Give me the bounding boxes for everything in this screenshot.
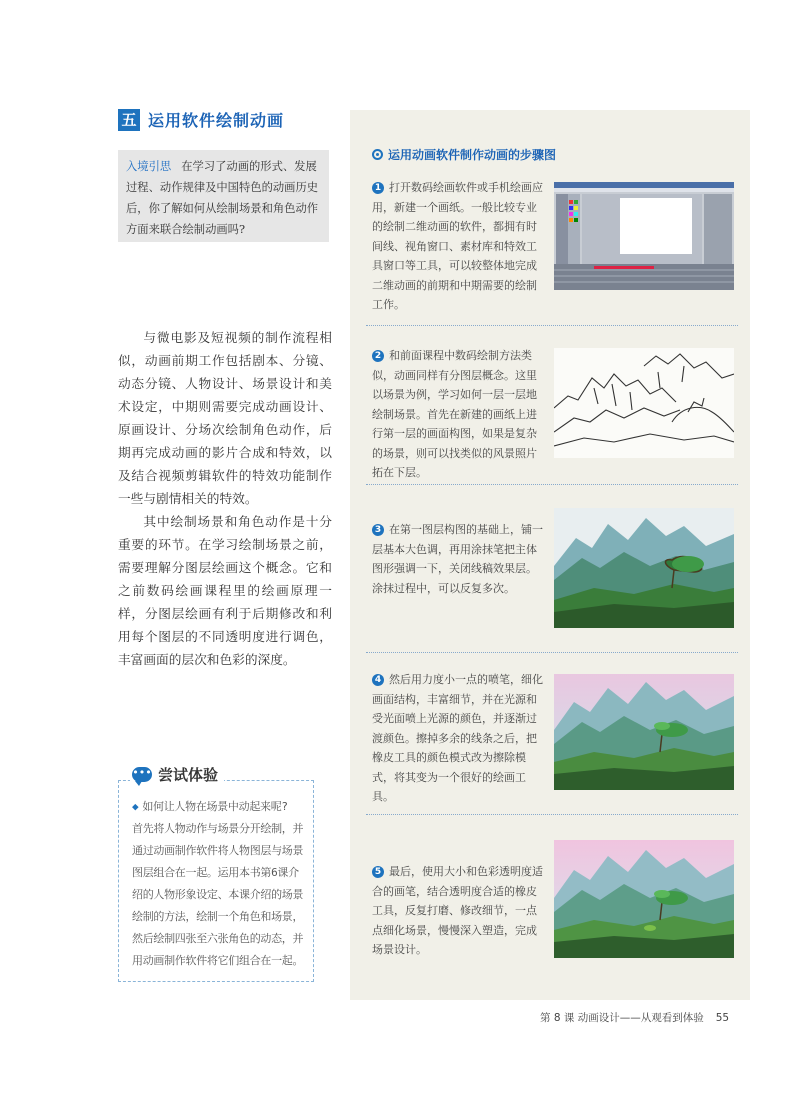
body-text — [118, 326, 332, 671]
section-number: 五 — [118, 109, 140, 131]
try-heading — [130, 764, 224, 785]
step-text: 最后，使用大小和色彩透明度适合的画笔，结合透明度合适的橡皮工具，反复打磨、修改细节，一点点细化场景，慢慢深入塑造，完成场景设计。 — [372, 865, 543, 956]
page-footer — [540, 1010, 729, 1025]
intro-box — [118, 150, 329, 242]
software-screenshot-image — [554, 182, 734, 290]
step-number: 1 — [372, 182, 384, 194]
try-text-block — [132, 796, 304, 972]
step-number: 5 — [372, 866, 384, 878]
step-1 — [372, 178, 544, 315]
step-divider — [366, 814, 738, 815]
try-title: 尝试体验 — [158, 766, 219, 784]
final-landscape-image — [554, 840, 734, 958]
step-number: 2 — [372, 350, 384, 362]
page-number: 55 — [715, 1012, 730, 1024]
body-paragraph-1: 与微电影及短视频的制作流程相似，动画前期工作包括剧本、分镜、动态分镜、人物设计、场景设计和美术设定，中期则需要完成动画设计、原画设计、分场次绘制角色动作，后期再完成动画的影片合成和特效，以及结合视频剪辑软件的特效功能制作一些与剧情相关的特效。 — [118, 330, 332, 506]
try-text: 如何让人物在场景中动起来呢? 首先将人物动作与场景分开绘制，并通过动画制作软件将人物图层与场景图层组合在一起。运用本书第6课介绍的人物形象设定、本课介绍的场景绘制的方法，绘制一个角色和场景，然后绘制四张至六张角色的动态，并用动画制作软件将它们组合在一起。 — [132, 800, 304, 967]
body-paragraph-2: 其中绘制场景和角色动作是十分重要的环节。在学习绘制场景之前，需要理解分图层绘画这个概念。它和之前数码绘画课程里的绘画原理一样，分图层绘画有利于后期修改和利用每个图层的不同透明度进行调色，丰富画面的层次和色彩的深度。 — [118, 514, 332, 667]
panel-heading — [372, 146, 556, 163]
step-text: 和前面课程中数码绘制方法类似，动画同样有分图层概念。这里以场景为例，学习如何一层一层地绘制场景。首先在新建的画纸上进行第一层的画面构图，如果是复杂的场景，则可以找类似的风景照片拓在下层。 — [372, 349, 537, 479]
step-2 — [372, 346, 544, 483]
step-3 — [372, 520, 544, 598]
step-4 — [372, 670, 544, 807]
footer-lesson: 第 8 课 动画设计——从观看到体验 — [540, 1012, 704, 1024]
step-divider — [366, 484, 738, 485]
step-number: 4 — [372, 674, 384, 686]
step-text: 打开数码绘画软件或手机绘画应用，新建一个画纸。一般比较专业的绘制二维动画的软件，都拥有时间线、视角窗口、素材库和特效工具窗口等工具，可以较整体地完成二维动画的前期和中期需要的绘制工作。 — [372, 181, 543, 311]
target-icon — [372, 149, 383, 160]
step-divider — [366, 325, 738, 326]
intro-label: 入境引思 — [126, 160, 172, 173]
step-text: 然后用力度小一点的喷笔，细化画面结构，丰富细节，并在光源和受光面喷上光源的颜色，并逐渐过渡颜色。擦掉多余的线条之后，把橡皮工具的颜色模式改为擦除模式，将其变为一个很好的绘画工具。 — [372, 673, 543, 803]
step-5 — [372, 862, 544, 960]
diamond-bullet-icon: ◆ — [132, 800, 139, 813]
line-sketch-image — [554, 348, 734, 458]
chat-bubble-icon: ••• — [132, 767, 152, 782]
intro-text: 在学习了动画的形式、发展过程、动作规律及中国特色的动画历史后，你了解如何从绘制场景和角色动作方面来联合绘制动画吗? — [126, 160, 319, 236]
refined-landscape-image — [554, 674, 734, 790]
step-text: 在第一图层构图的基础上，铺一层基本大色调，再用涂抹笔把主体图形强调一下，关闭线稿效果层。涂抹过程中，可以反复多次。 — [372, 523, 543, 595]
section-title: 运用软件绘制动画 — [148, 111, 285, 130]
section-heading — [118, 108, 284, 131]
panel-title: 运用动画软件制作动画的步骤图 — [388, 148, 557, 162]
step-divider — [366, 652, 738, 653]
base-color-landscape-image — [554, 508, 734, 628]
step-number: 3 — [372, 524, 384, 536]
